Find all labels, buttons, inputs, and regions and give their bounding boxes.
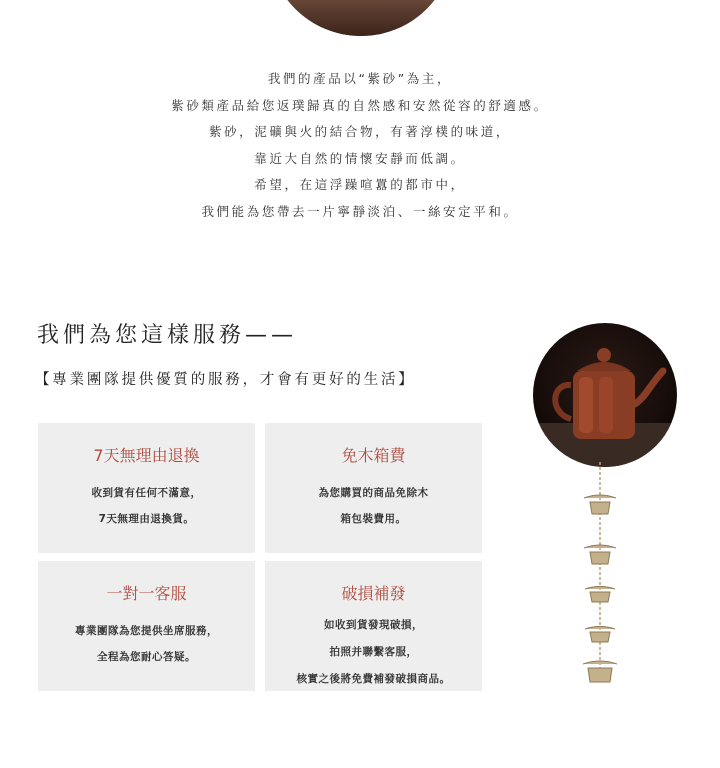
- card-line: 7天無理由退換貨。: [98, 513, 195, 525]
- card-description: [38, 618, 255, 670]
- intro-line: 我們能為您帶去一片寧靜淡泊、一絲安定平和。: [201, 203, 519, 219]
- service-card-support: [38, 561, 255, 691]
- zisha-teapot-photo: [533, 323, 677, 467]
- card-line: 核實之後將免費補發破損商品。: [296, 673, 451, 685]
- card-title: 免木箱費: [341, 446, 406, 465]
- card-line: 箱包裝費用。: [340, 513, 407, 525]
- teapot-icon: [533, 323, 677, 467]
- card-description: [265, 480, 482, 532]
- service-subtitle: 【專業團隊提供優質的服務，才會有更好的生活】: [35, 372, 416, 388]
- intro-line: 靠近大自然的情懷安靜而低調。: [254, 150, 466, 166]
- intro-line: 紫砂，泥礦與火的結合物，有著淳樸的味道，: [208, 124, 511, 139]
- intro-text: [0, 66, 720, 225]
- service-title: 我們為您這樣服務——: [37, 323, 298, 348]
- card-line: 專業團隊為您提供坐席服務，: [75, 625, 218, 637]
- top-product-photo: [268, 0, 454, 36]
- intro-line: 我們的產品以“紫砂”為主，: [267, 71, 453, 86]
- intro-line: 希望，在這浮躁喧囂的都市中，: [254, 177, 466, 192]
- wind-chime-icon: [570, 462, 630, 692]
- card-line: 收到貨有任何不滿意，: [91, 487, 202, 499]
- card-line: 全程為您耐心答疑。: [97, 651, 196, 663]
- card-description: [38, 480, 255, 532]
- card-title: 破損補發: [341, 584, 406, 603]
- card-line: 為您購買的商品免除木: [318, 487, 429, 499]
- card-line: 如收到貨發現破損，: [324, 619, 423, 631]
- card-description: [265, 612, 482, 693]
- card-title: 一對一客服: [106, 584, 187, 603]
- service-card-damage: [265, 561, 482, 691]
- card-title: 7天無理由退換: [93, 446, 200, 465]
- service-card-box: [265, 423, 482, 553]
- wooden-table: [268, 0, 454, 36]
- service-card-return: [38, 423, 255, 553]
- card-line: 拍照并聯繫客服，: [329, 646, 418, 658]
- intro-line: 紫砂類產品給您返璞歸真的自然感和安然從容的舒適感。: [171, 97, 549, 113]
